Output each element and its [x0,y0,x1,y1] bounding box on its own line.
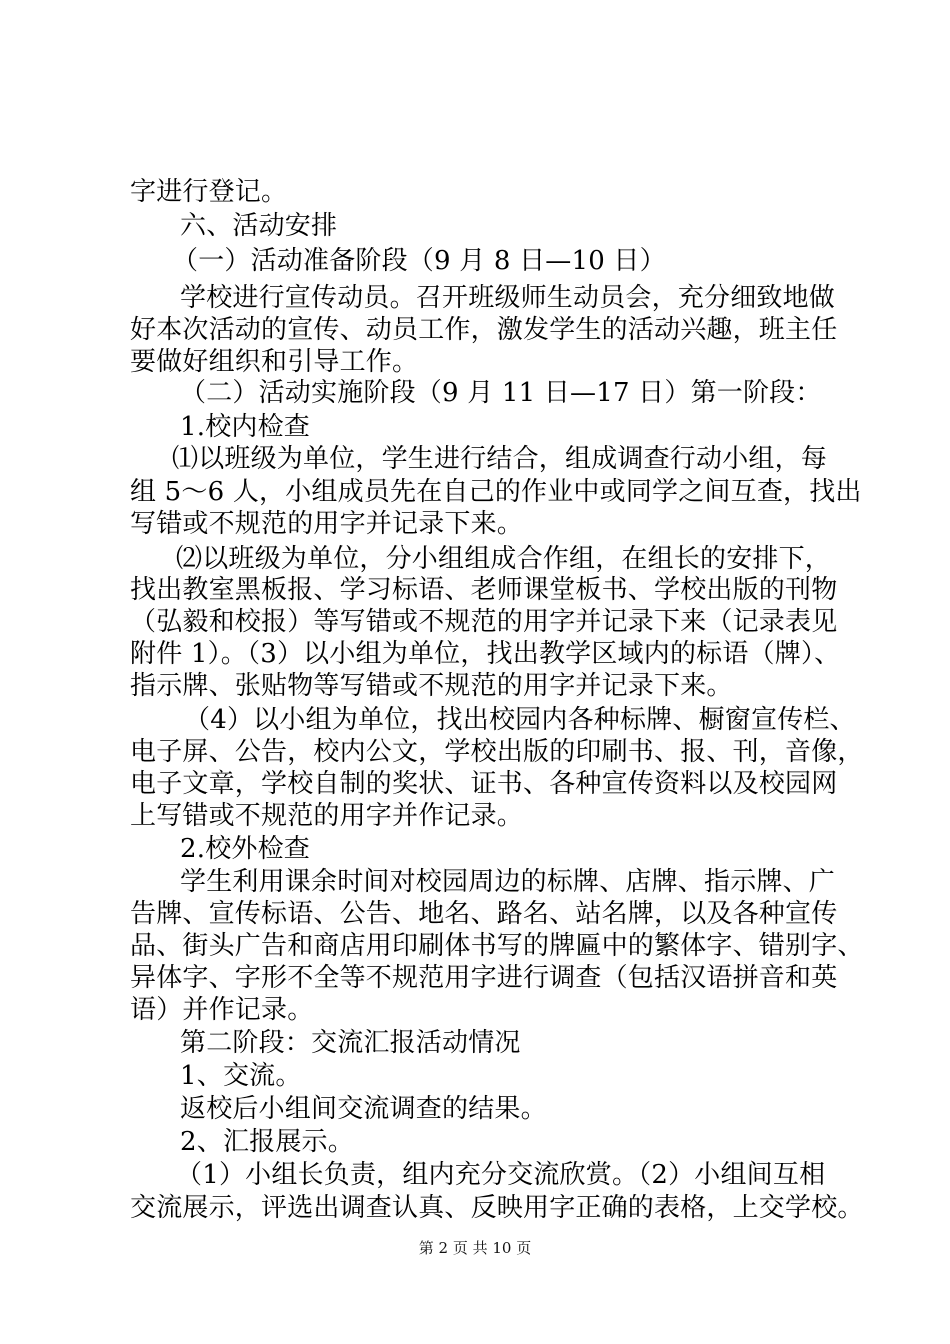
item-heading: 1.校内检查 [180,412,311,442]
text-line: 组 5～6 人，小组成员先在自己的作业中或同学之间互查，找出 [130,477,862,507]
subsection-heading: （一）活动准备阶段（9 月 8 日—10 日） [172,246,666,276]
text-line: 字进行登记。 [130,177,288,207]
text-line: 指示牌、张贴物等写错或不规范的用字并记录下来。 [130,671,733,701]
text-line: 语）并作记录。 [130,995,314,1025]
text-line: 返校后小组间交流调查的结果。 [180,1094,547,1124]
text-line: 附件 1）。（3）以小组为单位，找出教学区域内的标语（牌）、 [130,639,841,669]
text-line: 学校进行宣传动员。召开班级师生动员会，充分细致地做 [180,283,836,313]
subsection-heading: （二）活动实施阶段（9 月 11 日—17 日）第一阶段： [180,378,822,408]
text-line: 好本次活动的宣传、动员工作，激发学生的活动兴趣，班主任 [130,315,838,345]
item-heading: 1、交流。 [180,1061,302,1091]
text-line: 找出教室黑板报、学习标语、老师课堂板书、学校出版的刊物 [130,575,838,605]
text-line: （4）以小组为单位，找出校园内各种标牌、橱窗宣传栏、 [184,705,856,735]
text-line: 品、街头广告和商店用印刷体书写的牌匾中的繁体字、错别字、 [130,931,864,961]
text-line: （1）小组长负责，组内充分交流欣赏。（2）小组间互相 [176,1160,826,1190]
text-line: 异体字、字形不全等不规范用字进行调查（包括汉语拼音和英 [130,963,838,993]
page-footer: 第 2 页 共 10 页 [418,1239,532,1257]
text-line: 学生利用课余时间对校园周边的标牌、店牌、指示牌、广 [180,867,836,897]
text-line: （弘毅和校报）等写错或不规范的用字并记录下来（记录表见 [130,607,838,637]
text-line: 要做好组织和引导工作。 [130,347,419,377]
text-line: 告牌、宣传标语、公告、地名、路名、站名牌，以及各种宣传 [130,899,838,929]
item-heading: 2.校外检查 [180,834,311,864]
text-line: 电子文章，学校自制的奖状、证书、各种宣传资料以及校园网 [130,769,838,799]
item-heading: 2、汇报展示。 [180,1127,354,1157]
text-line: 交流展示，评选出调查认真、反映用字正确的表格，上交学校。 [130,1193,864,1223]
text-line: 上写错或不规范的用字并作记录。 [130,801,524,831]
stage-heading: 第二阶段：交流汇报活动情况 [180,1028,521,1058]
section-heading: 六、活动安排 [180,211,338,241]
text-line: ⑴以班级为单位，学生进行结合，组成调查行动小组，每 [172,444,828,474]
text-line: ⑵以班级为单位，分小组组成合作组，在组长的安排下， [176,544,832,574]
text-line: 电子屏、公告，校内公文，学校出版的印刷书、报、刊，音像， [130,737,864,767]
text-line: 写错或不规范的用字并记录下来。 [130,509,524,539]
